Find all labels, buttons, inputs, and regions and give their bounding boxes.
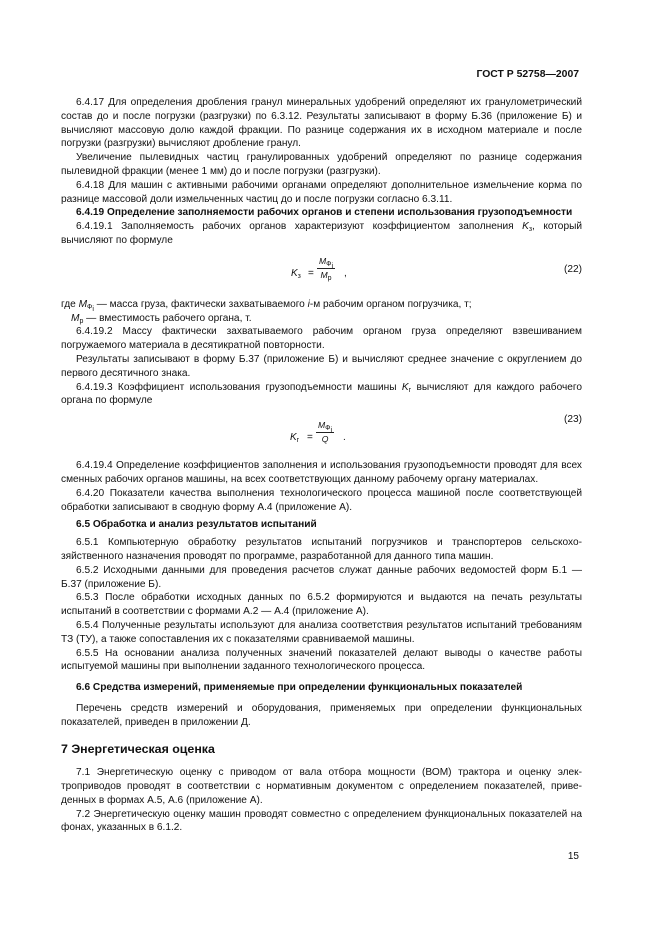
paragraph-6-4-20: 6.4.20 Показатели качества выполнения технологического процесса машиной после соответствующей обработки записывают в сводную форму А.4 (приложение А). — [61, 487, 582, 513]
paragraph-7-1: 7.1 Энергетическую оценку с приводом от вала отбора мощности (ВОМ) трактора и оценку электроприводов проводят в соответствии с нормативным документом с определением показателей, приведенных в формах А.5, А.6 (приложение А). — [61, 767, 582, 806]
paragraph-6-6: Перечень средств измерений и оборудования, применяемых при определении функциональных показателей, приведен в приложении Д. — [61, 702, 582, 728]
where-line-1: где $M_{Ф_i}$ — масса груза, фактически захватываемого i-м рабочим органом погрузчика, т; — [61, 298, 472, 313]
formula-22-equals: = — [308, 267, 314, 279]
heading-6-5: 6.5 Обработка и анализ результатов испытаний — [76, 519, 317, 531]
document-header: ГОСТ Р 52758—2007 — [476, 69, 579, 80]
formula-23-equals: = — [307, 432, 313, 444]
formula-23-fraction — [316, 420, 334, 445]
formula-22-fraction — [317, 256, 335, 281]
formula-23-lhs: $K_г$ — [290, 432, 300, 445]
paragraph-6-4-19-1: 6.4.19.1 Заполняемость рабочих органов характеризуют коэффициентом заполнения $K_з$, который вычисляют по формуле — [61, 221, 583, 246]
paragraph-6-4-17: 6.4.17 Для определения дробления гранул минеральных удобрений определяют их гранулометрический состав до и после погрузки (разгрузки) по 6.3.12. Результаты записывают в форму Б.36 (приложение Б) и вычисляют массовую долю каждой фракции. По разнице содержания их в исходном материале и после погрузки (разгрузки) вычисляют дробление гранул. — [61, 97, 582, 150]
paragraph-6-4-18: 6.4.18 Для машин с активными рабочими органами определяют дополнительное измельчение корма по разнице массовой доли измельченных частиц до и после погрузки согласно 6.3.11. — [61, 179, 582, 205]
formula-23-numerator: $M_{Ф_i}$ — [318, 420, 333, 435]
where-line-2: $M_р$ — вместимость рабочего органа, т. — [71, 312, 252, 325]
paragraph-6-5-2: 6.5.2 Исходными данными для проведения расчетов служат данные рабочих ведомостей форм Б.1 — Б.37 (приложение Б). — [61, 564, 582, 590]
formula-23-number: (23) — [563, 414, 582, 426]
paragraph-6-5-5: 6.5.5 На основании анализа полученных значений показателей делают выводы о качестве работы испытуемой машины при выполнении заданного технологического процесса. — [61, 647, 582, 673]
formula-22-number: (22) — [563, 263, 582, 275]
paragraph-6-4-19-4: 6.4.19.4 Определение коэффициентов заполнения и использования грузоподъемности проводят для всех сменных рабочих органов машины, на всех соответствующих данному рабочему органу материалах. — [61, 460, 582, 485]
heading-6-6: 6.6 Средства измерений, применяемые при определении функциональных показателей — [76, 682, 523, 694]
formula-23-denominator: Q — [321, 434, 329, 445]
document-body — [61, 96, 582, 835]
paragraph-6-4-19-2: 6.4.19.2 Массу фактически захватываемого рабочим органом груза определяют взвешиванием погружаемого материала в десятикратной повторности. — [61, 326, 582, 352]
paragraph-6-4-19-2-b: Результаты записывают в форму Б.37 (приложение Б) и вычисляют среднее значение с округлением до первого десятичного знака. — [61, 353, 582, 379]
formula-22-lhs: $K_з$ — [291, 267, 301, 280]
formula-22 — [61, 251, 582, 295]
paragraph-6-4-19-3: 6.4.19.3 Коэффициент использования грузоподъемности машины $K_г$ вычисляют для каждого рабочего органа по формуле — [61, 381, 582, 407]
heading-6-4-19: 6.4.19 Определение заполняемости рабочих органов и степени использования грузоподъемности — [76, 207, 573, 219]
paragraph-6-4-17-b: Увеличение пылевидных частиц гранулированных удобрений определяют по разнице содержания пылевидной фракции (менее 1 мм) до и после погрузки (разгрузки). — [61, 152, 582, 177]
paragraph-6-5-1: 6.5.1 Компьютерную обработку результатов испытаний погрузчиков и транспортеров сельскохозяйственного назначения проводят по программе, разработанной для данного типа машин. — [61, 537, 582, 562]
section-7-heading: 7 Энергетическая оценка — [61, 742, 215, 757]
paragraph-7-2: 7.2 Энергетическую оценку машин проводят совместно с определением функциональных показателей на фонах, указанных в 6.1.2. — [61, 808, 582, 834]
paragraph-6-5-3: 6.5.3 После обработки исходных данных по 6.5.2 формируются и выдаются на печать результаты испытаний в соответствии с формами А.2 — А.4 (приложение А). — [61, 592, 582, 618]
formula-22-denominator: $M_р$ — [320, 269, 332, 282]
formula-23 — [61, 411, 582, 455]
formula-23-period: . — [343, 432, 346, 444]
formula-22-numerator: $M_{Ф_i}$ — [319, 255, 334, 270]
formula-22-comma: , — [344, 267, 347, 279]
paragraph-6-5-4: 6.5.4 Полученные результаты используют для анализа соответствия результатов испытаний требованиям ТЗ (ТУ), а также сопоставления их с показателями сравниваемой машины. — [61, 619, 582, 645]
page-number: 15 — [567, 851, 579, 862]
